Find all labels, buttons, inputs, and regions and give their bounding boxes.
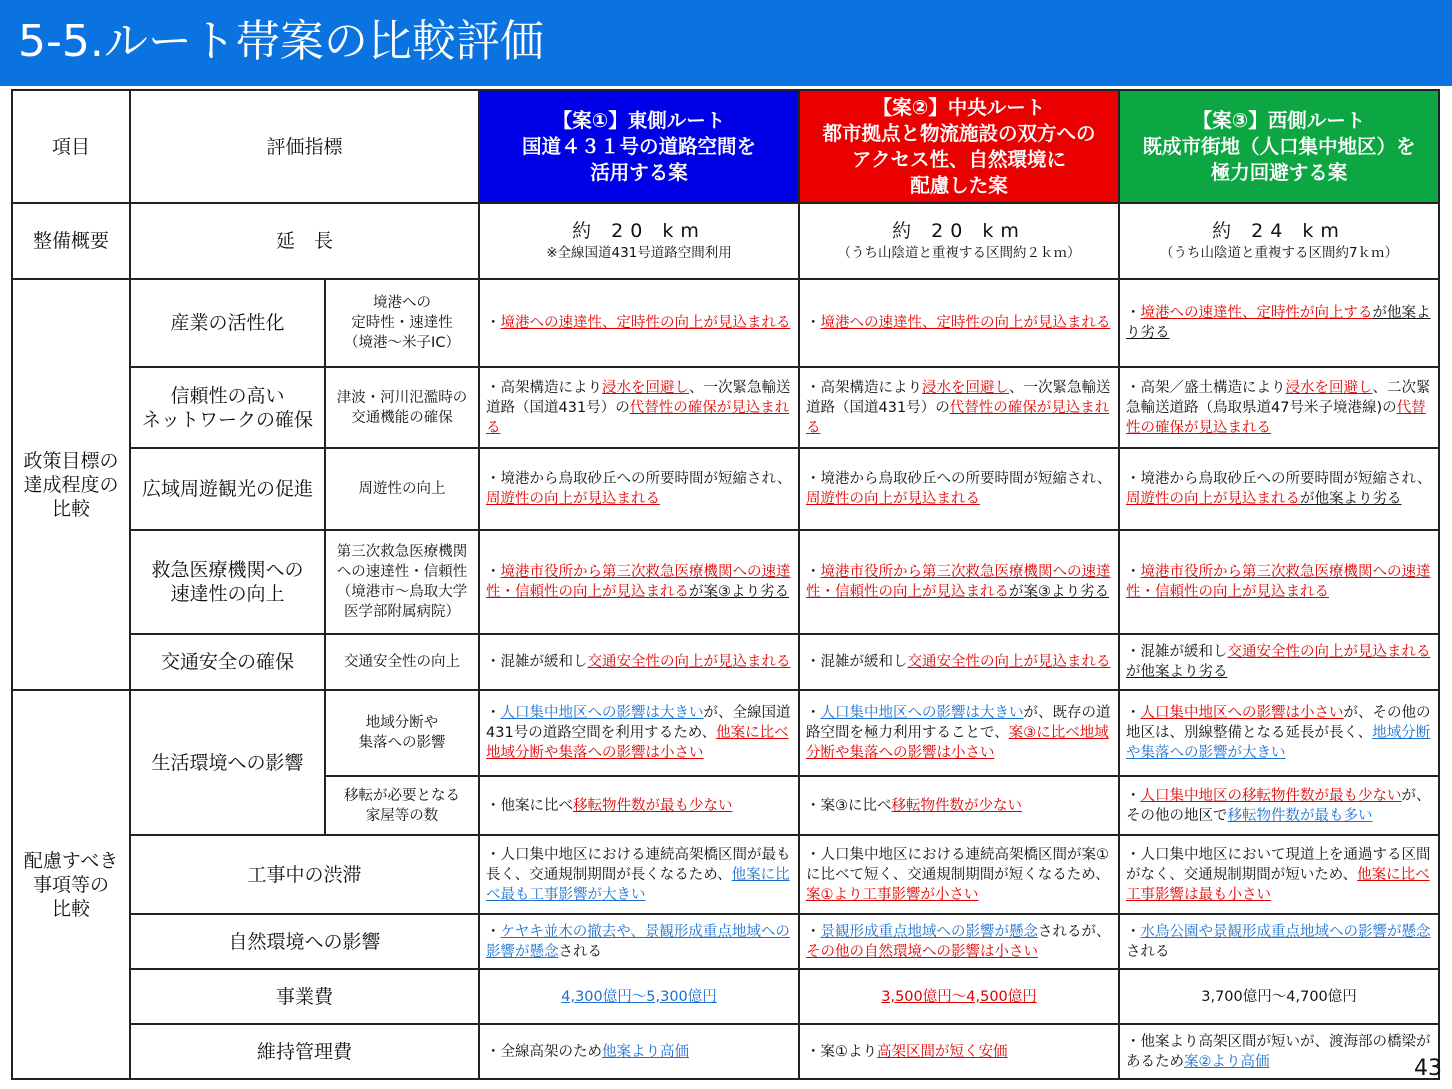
overview-category: 整備概要 <box>12 203 130 279</box>
indicator-maintenance: 維持管理費 <box>130 1024 479 1079</box>
indicator-construction: 工事中の渋滞 <box>130 835 479 914</box>
indicator-medical: 救急医療機関への 速達性の向上 <box>130 530 325 634</box>
table-row-network <box>12 367 1439 448</box>
title-bar <box>0 0 1452 86</box>
header-alt3: 【案③】西側ルート 既成市街地（人口集中地区）を 極力回避する案 <box>1119 90 1439 203</box>
cell-nature-alt2: ・景観形成重点地域への影響が懸念されるが、その他の自然環境への影響は小さい <box>799 914 1119 969</box>
cell-living-relocation-alt3: ・人口集中地区の移転物件数が最も少ないが、その他の地区で移転物件数が最も多い <box>1119 776 1439 835</box>
cell-construction-alt3: ・人口集中地区において現道上を通過する区間がなく、交通規制期間が短いため、他案に比べ工事影響は最も小さい <box>1119 835 1439 914</box>
indicator-nature: 自然環境への影響 <box>130 914 479 969</box>
sub-living-division: 地域分断や 集落への影響 <box>325 690 479 776</box>
header-row <box>12 90 1439 203</box>
cell-tourism-alt3: ・境港から鳥取砂丘への所要時間が短縮され、周遊性の向上が見込まれるが他案より劣る <box>1119 448 1439 530</box>
sub-industry: 境港への 定時性・速達性 （境港～米子IC） <box>325 279 479 367</box>
sub-living-relocation: 移転が必要となる 家屋等の数 <box>325 776 479 835</box>
cell-living-division-alt2: ・人口集中地区への影響は大きいが、既存の道路空間を極力利用することで、案③に比べ地域分断や集落への影響は小さい <box>799 690 1119 776</box>
table-row-maintenance <box>12 1024 1439 1079</box>
indicator-tourism: 広域周遊観光の促進 <box>130 448 325 530</box>
indicator-network: 信頼性の高い ネットワークの確保 <box>130 367 325 448</box>
cell-safety-alt1: ・混雑が緩和し交通安全性の向上が見込まれる <box>479 634 799 690</box>
page-number: 43 <box>1414 1056 1442 1081</box>
cell-medical-alt3: ・境港市役所から第三次救急医療機関への速達性・信頼性の向上が見込まれる <box>1119 530 1439 634</box>
table-row-tourism <box>12 448 1439 530</box>
cell-nature-alt1: ・ケヤキ並木の撤去や、景観形成重点地域への影響が懸念される <box>479 914 799 969</box>
overview-indicator: 延 長 <box>130 203 479 279</box>
cell-construction-alt1: ・人口集中地区における連続高架橋区間が最も長く、交通規制期間が長くなるため、他案に比べ最も工事影響が大きい <box>479 835 799 914</box>
sub-tourism: 周遊性の向上 <box>325 448 479 530</box>
sub-medical: 第三次救急医療機関 への速達性・信頼性 （境港市～鳥取大学 医学部附属病院） <box>325 530 479 634</box>
cell-industry-alt2: ・境港への速達性、定時性の向上が見込まれる <box>799 279 1119 367</box>
table-row-medical <box>12 530 1439 634</box>
cell-network-alt2: ・高架構造により浸水を回避し、一次緊急輸送道路（国道431号）の代替性の確保が見込まれる <box>799 367 1119 448</box>
cell-industry-alt1: ・境港への速達性、定時性の向上が見込まれる <box>479 279 799 367</box>
cell-medical-alt1: ・境港市役所から第三次救急医療機関への速達性・信頼性の向上が見込まれるが案③より劣る <box>479 530 799 634</box>
cell-network-alt1: ・高架構造により浸水を回避し、一次緊急輸送道路（国道431号）の代替性の確保が見込まれる <box>479 367 799 448</box>
consider-group-label: 配慮すべき 事項等の 比較 <box>12 690 130 1079</box>
page-title: 5-5.ルート帯案の比較評価 <box>18 16 544 67</box>
sub-network: 津波・河川氾濫時の 交通機能の確保 <box>325 367 479 448</box>
table-row-living-division <box>12 690 1439 776</box>
table-row-safety <box>12 634 1439 690</box>
header-alt2: 【案②】中央ルート 都市拠点と物流施設の双方への アクセス性、自然環境に 配慮した案 <box>799 90 1119 203</box>
comparison-table <box>11 89 1440 1080</box>
cell-living-relocation-alt2: ・案③に比べ移転物件数が少ない <box>799 776 1119 835</box>
indicator-industry: 産業の活性化 <box>130 279 325 367</box>
indicator-living: 生活環境への影響 <box>130 690 325 835</box>
cell-industry-alt3: ・境港への速達性、定時性が向上するが他案より劣る <box>1119 279 1439 367</box>
overview-alt2: 約 20 km （うち山陰道と重複する区間約２ｋｍ） <box>799 203 1119 279</box>
overview-alt1: 約 20 km ※全線国道431号道路空間利用 <box>479 203 799 279</box>
cell-tourism-alt1: ・境港から鳥取砂丘への所要時間が短縮され、周遊性の向上が見込まれる <box>479 448 799 530</box>
table-row-cost <box>12 969 1439 1024</box>
cell-nature-alt3: ・水鳥公園や景観形成重点地域への影響が懸念される <box>1119 914 1439 969</box>
indicator-cost: 事業費 <box>130 969 479 1024</box>
cell-safety-alt2: ・混雑が緩和し交通安全性の向上が見込まれる <box>799 634 1119 690</box>
header-item: 項目 <box>12 90 130 203</box>
cell-cost-alt2: 3,500億円～4,500億円 <box>799 969 1119 1024</box>
overview-alt3: 約 24 km （うち山陰道と重複する区間約7ｋｍ） <box>1119 203 1439 279</box>
cell-living-division-alt1: ・人口集中地区への影響は大きいが、全線国道431号の道路空間を利用するため、他案に比べ地域分断や集落への影響は小さい <box>479 690 799 776</box>
header-indicator: 評価指標 <box>130 90 479 203</box>
cell-maintenance-alt3: ・他案より高架区間が短いが、渡海部の橋梁があるため案②より高価 <box>1119 1024 1439 1079</box>
indicator-safety: 交通安全の確保 <box>130 634 325 690</box>
header-alt1: 【案①】東側ルート 国道４３１号の道路空間を 活用する案 <box>479 90 799 203</box>
sub-safety: 交通安全性の向上 <box>325 634 479 690</box>
cell-safety-alt3: ・混雑が緩和し交通安全性の向上が見込まれるが他案より劣る <box>1119 634 1439 690</box>
cell-maintenance-alt1: ・全線高架のため他案より高価 <box>479 1024 799 1079</box>
cell-network-alt3: ・高架／盛土構造により浸水を回避し、二次緊急輸送道路（鳥取県道47号米子境港線)の代替性の確保が見込まれる <box>1119 367 1439 448</box>
table-row-construction <box>12 835 1439 914</box>
cell-tourism-alt2: ・境港から鳥取砂丘への所要時間が短縮され、周遊性の向上が見込まれる <box>799 448 1119 530</box>
cell-maintenance-alt2: ・案①より高架区間が短く安価 <box>799 1024 1119 1079</box>
cell-cost-alt3: 3,700億円～4,700億円 <box>1119 969 1439 1024</box>
cell-medical-alt2: ・境港市役所から第三次救急医療機関への速達性・信頼性の向上が見込まれるが案③より劣る <box>799 530 1119 634</box>
table-row-nature <box>12 914 1439 969</box>
cell-living-relocation-alt1: ・他案に比べ移転物件数が最も少ない <box>479 776 799 835</box>
cell-cost-alt1: 4,300億円～5,300億円 <box>479 969 799 1024</box>
table-row-industry <box>12 279 1439 367</box>
cell-living-division-alt3: ・人口集中地区への影響は小さいが、その他の地区は、別線整備となる延長が長く、地域分断や集落への影響が大きい <box>1119 690 1439 776</box>
cell-construction-alt2: ・人口集中地区における連続高架橋区間が案①に比べて短く、交通規制期間が短くなるため、案①より工事影響が小さい <box>799 835 1119 914</box>
policy-group-label: 政策目標の 達成程度の 比較 <box>12 279 130 690</box>
overview-row <box>12 203 1439 279</box>
